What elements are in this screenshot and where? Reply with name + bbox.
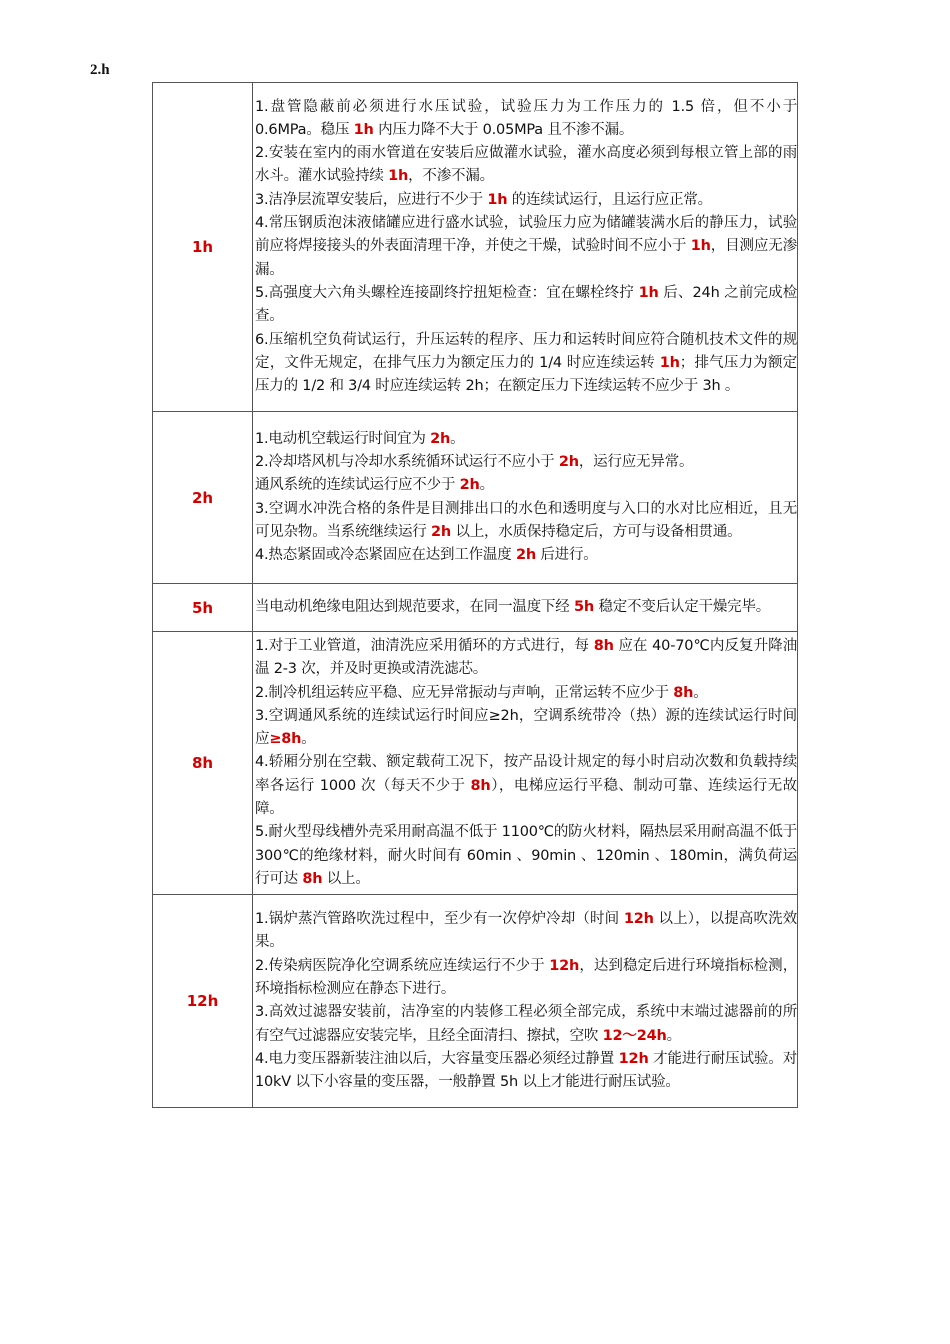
text-segment: ，运行应无异常。 (578, 453, 694, 470)
text-segment: 当电动机绝缘电阻达到规范要求，在同一温度下经 (255, 598, 575, 615)
duration-label: 2h (153, 412, 253, 584)
requirement-item (255, 451, 797, 474)
text-segment: 。 (450, 430, 465, 447)
requirement-item (255, 544, 797, 567)
text-segment: 6.压缩机空负荷试运行，升压运转的程序、压力和运转时间应符合随机技术文件的规定，文件无规定，在排气压力为额定压力的 1/4 时应连续运转 (255, 331, 797, 371)
duration-label: 1h (153, 83, 253, 412)
requirement-item (255, 751, 797, 821)
duration-label: 5h (153, 584, 253, 632)
highlight-duration: 2h (430, 430, 451, 447)
highlight-duration: 12h (549, 957, 580, 974)
requirement-item (255, 282, 797, 329)
text-segment: 1.锅炉蒸汽管路吹洗过程中，至少有一次停炉冷却（时间 (255, 911, 624, 928)
table-row (153, 412, 798, 584)
highlight-duration: 8h (470, 777, 491, 794)
requirement-cell (253, 584, 798, 632)
requirement-item (255, 498, 797, 545)
text-segment: 1.对于工业管道，油清洗应采用循环的方式进行，每 (255, 638, 594, 654)
duration-label: 8h (153, 632, 253, 895)
highlight-duration: 12h (623, 911, 654, 928)
highlight-duration: 5h (574, 598, 595, 615)
text-segment: 2.冷却塔风机与冷却水系统循环试运行不应小于 (255, 453, 559, 470)
text-segment: 后进行。 (535, 547, 598, 564)
highlight-duration: 8h (593, 638, 614, 654)
text-segment: 1.电动机空载运行时间宜为 (255, 430, 431, 447)
text-segment: 。 (479, 477, 494, 494)
duration-table (152, 82, 798, 1108)
text-segment: ，目测应无渗漏。 (255, 238, 797, 278)
highlight-duration: 2h (459, 477, 480, 494)
text-segment: 以上），以提高吹洗效果。 (255, 911, 797, 951)
text-segment: 的连续试运行，且运行应正常。 (507, 191, 712, 208)
text-segment: 5.耐火型母线槽外壳采用耐高温不低于 1100℃的防火材料，隔热层采用耐高温不低于 300℃的绝缘材料，耐火时间有 60min 、90min 、120min 、180min，满负荷运行可达 (255, 824, 797, 887)
highlight-duration: 1h (388, 168, 409, 185)
text-segment: 1.盘管隐蔽前必须进行水压试验，试验压力为工作压力的 1.5 倍，但不小于 0.6MPa。稳压 (255, 98, 797, 138)
text-segment: 3.空调水冲洗合格的条件是目测排出口的水色和透明度与入口的水对比应相近，且无可见杂物。当系统继续运行 (255, 500, 797, 540)
requirement-item (255, 428, 797, 451)
requirement-item (255, 329, 797, 399)
text-segment: 4.轿厢分别在空载、额定载荷工况下，按产品设计规定的每小时启动次数和负载持续率各运行 1000 次（每天不少于 (255, 754, 797, 794)
highlight-duration: 8h (302, 870, 323, 887)
requirement-item (255, 189, 797, 212)
requirement-item (255, 142, 797, 189)
text-segment: 。 (666, 1027, 681, 1044)
text-segment: ，达到稳定后进行环境指标检测，环境指标检测应在静态下进行。 (255, 957, 798, 997)
text-segment: 内压力降不大于 0.05MPa 且不渗不漏。 (373, 121, 634, 138)
requirement-item (255, 635, 797, 682)
requirement-item (255, 705, 797, 752)
requirement-item (255, 1001, 797, 1048)
requirement-cell (253, 632, 798, 895)
text-segment: 以上。 (322, 870, 370, 887)
requirement-item (255, 212, 797, 282)
text-segment: 4.热态紧固或冷态紧固应在达到工作温度 (255, 547, 516, 564)
table-row (153, 632, 798, 895)
text-segment: ；排气压力为额定压力的 1/2 和 3/4 时应连续运转 2h；在额定压力下连续运转不应少于 3h 。 (255, 354, 797, 395)
text-segment: 。 (301, 731, 316, 748)
table-row (153, 83, 798, 412)
text-segment: 。 (693, 684, 708, 701)
highlight-duration: 1h (487, 191, 508, 208)
requirement-item (255, 908, 797, 955)
text-segment: 3.空调通风系统的连续试运行时间应≥2h，空调系统带冷（热）源的连续试运行时间应 (255, 707, 797, 748)
text-segment: ），电梯应运行平稳、制动可靠、连续运行无故障。 (255, 777, 797, 818)
requirement-item (255, 596, 797, 619)
requirement-item (255, 474, 797, 497)
requirement-item (255, 821, 797, 891)
requirement-item (255, 955, 797, 1002)
requirement-item (255, 682, 797, 705)
highlight-duration: ≥8h (269, 731, 302, 748)
text-segment: ，不渗不漏。 (408, 168, 494, 185)
highlight-duration: 1h (690, 238, 711, 255)
text-segment: 5.高强度大六角头螺栓连接副终拧扭矩检查：宜在螺栓终拧 (255, 284, 639, 301)
text-segment: 后、24h 之前完成检查。 (255, 284, 797, 325)
text-segment: 以上，水质保持稳定后，方可与设备相贯通。 (451, 523, 742, 540)
text-segment: 才能进行耐压试验。对 10kV 以下小容量的变压器，一般静置 5h 以上才能进行耐压试验。 (255, 1050, 797, 1091)
table-row (153, 895, 798, 1108)
requirement-item (255, 96, 797, 143)
text-segment: 通风系统的连续试运行应不少于 (255, 477, 460, 494)
requirement-cell (253, 83, 798, 412)
text-segment: 4.常压钢质泡沫液储罐应进行盛水试验，试验压力应为储罐装满水后的静压力，试验前应将焊接接头的外表面清理干净，并使之干燥，试验时间不应小于 (255, 215, 797, 255)
text-segment: 2.传染病医院净化空调系统应连续运行不少于 (255, 957, 550, 974)
highlight-duration: 2h (431, 523, 452, 540)
highlight-duration: 12h (618, 1050, 649, 1067)
highlight-duration: 2h (515, 547, 536, 564)
text-segment: 应在 40-70℃内反复升降油温 2-3 次，并及时更换或清洗滤芯。 (255, 638, 797, 678)
highlight-duration: 1h (659, 354, 680, 371)
text-segment: 2.制冷机组运转应平稳、应无异常振动与声响，正常运转不应少于 (255, 684, 674, 701)
requirement-cell (253, 412, 798, 584)
requirement-cell (253, 895, 798, 1108)
duration-label: 12h (153, 895, 253, 1108)
highlight-duration: 8h (673, 684, 694, 701)
highlight-duration: 1h (638, 284, 659, 301)
text-segment: 2.安装在室内的雨水管道在安装后应做灌水试验，灌水高度必须到每根立管上部的雨水斗。灌水试验持续 (255, 145, 797, 185)
highlight-duration: 1h (353, 121, 374, 138)
text-segment: 4.电力变压器新装注油以后，大容量变压器必须经过静置 (255, 1050, 619, 1067)
highlight-duration: 12～24h (602, 1027, 667, 1044)
highlight-duration: 2h (558, 453, 579, 470)
text-segment: 稳定不变后认定干燥完毕。 (594, 598, 771, 615)
text-segment: 3.洁净层流罩安装后，应进行不少于 (255, 191, 488, 208)
requirement-item (255, 1048, 797, 1095)
table-row (153, 584, 798, 632)
text-segment: 3.高效过滤器安装前，洁净室的内装修工程必须全部完成，系统中末端过滤器前的所有空气过滤器应安装完毕，且经全面清扫、擦拭，空吹 (255, 1004, 797, 1044)
section-heading: 2.h (90, 62, 110, 78)
